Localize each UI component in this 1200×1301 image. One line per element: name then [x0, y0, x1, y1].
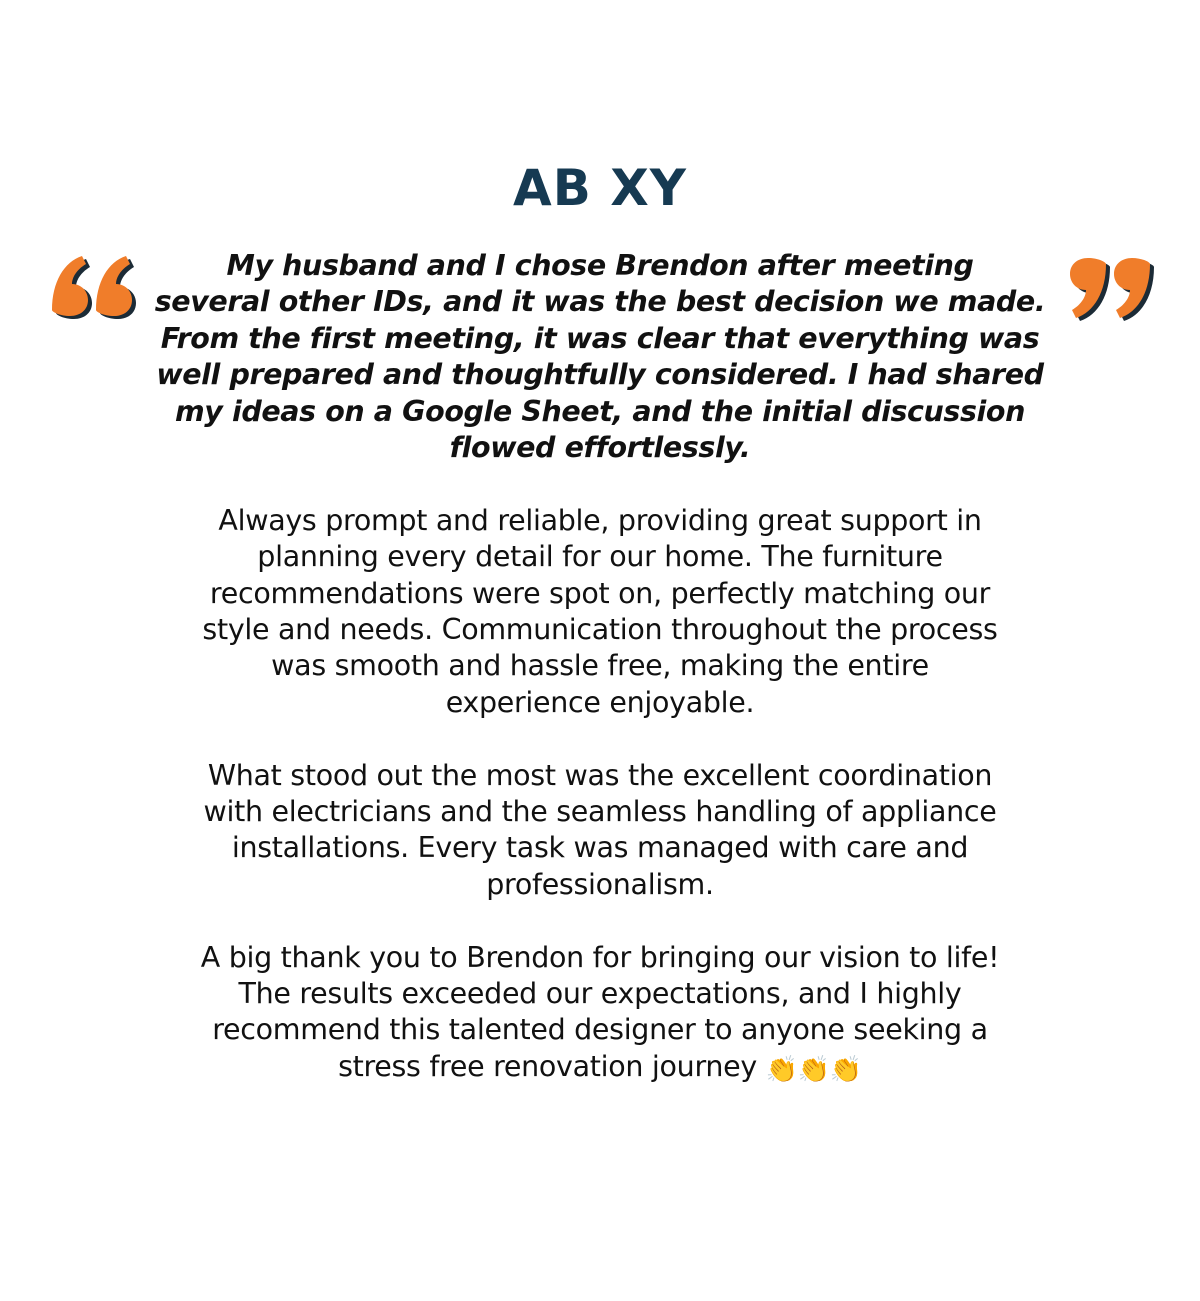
paragraph-line: recommend this talented designer to anyone seeking a: [212, 1013, 988, 1047]
close-quote-icon: [1058, 252, 1158, 322]
paragraph-line: experience enjoyable.: [445, 685, 755, 719]
paragraph-line: A big thank you to Brendon for bringing our vision to life!: [200, 940, 1000, 974]
testimonial-lead: [150, 248, 1050, 466]
paragraph-line: installations. Every task was managed with care and: [231, 831, 969, 865]
paragraph-line: What stood out the most was the excellent coordination: [207, 758, 993, 792]
paragraph-line: with electricians and the seamless handling of appliance: [203, 795, 997, 829]
lead-line: several other IDs, and it was the best decision we made.: [154, 285, 1046, 319]
paragraph-line: The results exceeded our expectations, and I highly: [238, 977, 962, 1011]
lead-line: My husband and I chose Brendon after meeting: [226, 249, 974, 282]
paragraph-line-with-emoji: [150, 1049, 1050, 1088]
paragraph-line: professionalism.: [486, 867, 714, 901]
paragraph-line: Always prompt and reliable, providing great support in: [218, 503, 982, 537]
open-quote-icon: [48, 252, 148, 322]
clapping-hands-icon: 👏👏👏: [765, 1054, 862, 1085]
lead-line: flowed effortlessly.: [449, 431, 751, 465]
testimonial-body: [150, 248, 1050, 1088]
paragraph-line: style and needs. Communication throughout the process: [202, 613, 998, 647]
lead-line: well prepared and thoughtfully considered. I had shared: [156, 358, 1044, 392]
paragraph-line: recommendations were spot on, perfectly matching our: [209, 576, 991, 610]
paragraph-line: planning every detail for our home. The furniture: [257, 540, 943, 574]
lead-line: my ideas on a Google Sheet, and the initial discussion: [174, 394, 1026, 428]
paragraph-line: stress free renovation journey: [338, 1049, 757, 1083]
testimonial-paragraph-4: [150, 940, 1050, 1089]
paragraph-line: was smooth and hassle free, making the entire: [271, 649, 929, 683]
lead-line: From the first meeting, it was clear that everything was: [160, 321, 1040, 355]
testimonial-paragraph-3: [150, 758, 1050, 904]
reviewer-name: AB XY: [513, 159, 687, 217]
testimonial-paragraph-2: [150, 503, 1050, 721]
